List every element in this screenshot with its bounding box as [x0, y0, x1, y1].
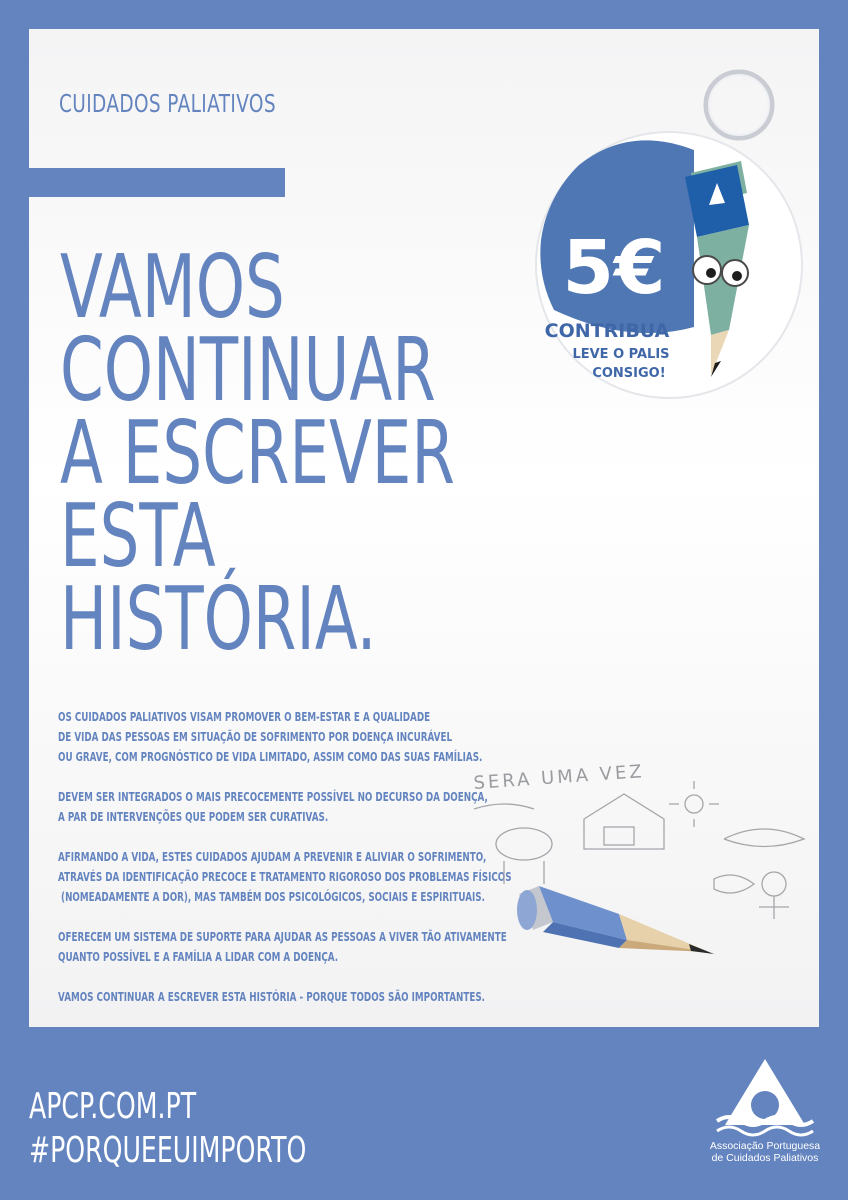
- contribute-label: CONTRIBUA: [544, 320, 670, 342]
- paragraph: [58, 787, 512, 827]
- body-line: ATRAVÉS DA IDENTIFICAÇÃO PRECOCE E TRATAMENTO RIGOROSO DOS PROBLEMAS FÍSICOS: [58, 870, 512, 884]
- body-line: OS CUIDADOS PALIATIVOS VISAM PROMOVER O BEM-ESTAR E A QUALIDADE: [58, 710, 431, 724]
- headline-line: A ESCREVER: [60, 402, 455, 504]
- with-you-label: CONSIGO!: [592, 366, 666, 381]
- pencil-icon: [509, 874, 729, 974]
- paragraph: [58, 707, 512, 767]
- poster-panel: [29, 29, 819, 1027]
- body-line: DEVEM SER INTEGRADOS O MAIS PRECOCEMENTE POSSÍVEL NO DECURSO DA DOENÇA,: [58, 790, 488, 804]
- headline-line: HISTÓRIA.: [60, 568, 377, 670]
- headline-line: CONTINUAR: [60, 319, 436, 421]
- body-line: OU GRAVE, COM PROGNÓSTICO DE VIDA LIMITADO, ASSIM COMO DAS SUAS FAMÍLIAS.: [58, 750, 483, 764]
- body-copy: [58, 707, 512, 1027]
- body-line: A PAR DE INTERVENÇÕES QUE PODEM SER CURATIVAS.: [58, 810, 329, 824]
- paragraph: [58, 927, 512, 967]
- accent-rule: [29, 168, 285, 197]
- apcp-logo-icon: [705, 1055, 825, 1137]
- paragraph: [58, 847, 512, 907]
- body-line: AFIRMANDO A VIDA, ESTES CUIDADOS AJUDAM A PREVENIR E ALIVIAR O SOFRIMENTO,: [58, 850, 487, 864]
- org-name-line: de Cuidados Paliativos: [711, 1152, 819, 1164]
- headline-line: VAMOS: [60, 236, 285, 338]
- headline-line: ESTA: [60, 485, 216, 587]
- keyring-icon: [479, 65, 819, 405]
- keychain-tag: [479, 65, 819, 405]
- hashtag: #PORQUEEUIMPORTO: [29, 1130, 307, 1171]
- sketch-caption: SERA UMA VEZ: [472, 761, 646, 794]
- body-line: (NOMEADAMENTE A DOR), MAS TAMBÉM DOS PSICOLÓGICOS, SOCIAIS E ESPIRITUAIS.: [58, 890, 485, 904]
- body-line: VAMOS CONTINUAR A ESCREVER ESTA HISTÓRIA - PORQUE TODOS SÃO IMPORTANTES.: [58, 990, 486, 1004]
- body-line: QUANTO POSSÍVEL E A FAMÍLIA A LIDAR COM A DOENÇA.: [58, 950, 339, 964]
- website-link[interactable]: APCP.COM.PT: [29, 1086, 197, 1127]
- price-label: 5€: [562, 225, 666, 311]
- footer-links: [29, 1085, 306, 1173]
- org-name-line: Associação Portuguesa: [709, 1140, 821, 1152]
- apcp-logo: [705, 1055, 825, 1175]
- body-line: OFERECEM UM SISTEMA DE SUPORTE PARA AJUDAR AS PESSOAS A VIVER TÃO ATIVAMENTE: [58, 930, 507, 944]
- paragraph: [58, 987, 512, 1007]
- take-palis-label: LEVE O PALIS: [572, 347, 670, 362]
- eyebrow-title: CUIDADOS PALIATIVOS: [59, 89, 276, 118]
- body-line: DE VIDA DAS PESSOAS EM SITUAÇÃO DE SOFRIMENTO POR DOENÇA INCURÁVEL: [58, 730, 453, 744]
- headline: [60, 236, 455, 670]
